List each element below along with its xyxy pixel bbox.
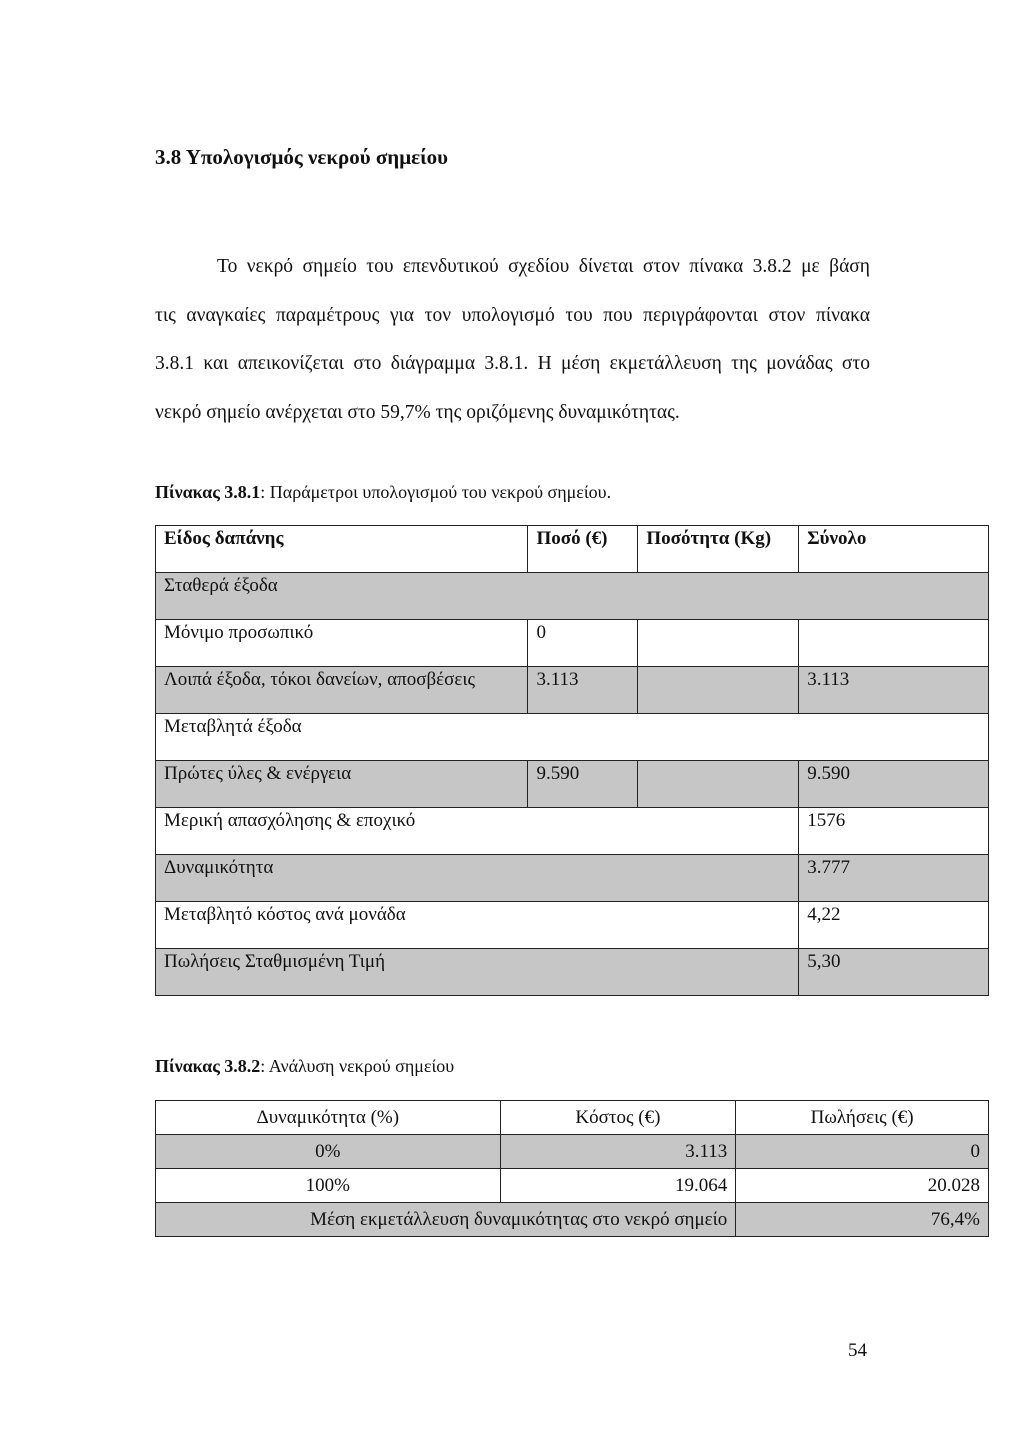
cell-label: Μερική απασχόλησης & εποχικό <box>156 808 799 855</box>
cell-cost: 3.113 <box>500 1135 736 1169</box>
cell-label: Πωλήσεις Σταθμισμένη Τιμή <box>156 949 799 996</box>
table-row <box>156 949 989 996</box>
cell-capacity: 100% <box>156 1169 501 1203</box>
table1-caption-label: Πίνακας 3.8.1 <box>155 482 261 502</box>
cell-amount: 0 <box>528 620 638 667</box>
cell-sales: 20.028 <box>736 1169 989 1203</box>
section-row-variable <box>156 714 989 761</box>
table-row <box>156 1169 989 1203</box>
cell-label: Μεταβλητό κόστος ανά μονάδα <box>156 902 799 949</box>
cell-label: Δυναμικότητα <box>156 855 799 902</box>
table-footer-row <box>156 1203 989 1237</box>
cell-total: 4,22 <box>799 902 989 949</box>
table2-caption-text: : Ανάλυση νεκρού σημείου <box>260 1056 455 1076</box>
table-row <box>156 620 989 667</box>
paragraph-line: Το νεκρό σημείο του επενδυτικού σχεδίου δίνεται στον πίνακα 3.8.2 με βάση <box>217 256 870 277</box>
table-row <box>156 1135 989 1169</box>
intro-paragraph <box>155 243 870 437</box>
table-header-row <box>156 526 989 573</box>
header-cell: Ποσό (€) <box>528 526 638 573</box>
cell-label: Μόνιμο προσωπικό <box>156 620 528 667</box>
paragraph-line: νεκρό σημείο ανέρχεται στο 59,7% της οριζόμενης δυναμικότητας. <box>155 401 680 423</box>
table-row <box>156 902 989 949</box>
page-number: 54 <box>848 1340 867 1361</box>
cell-sales: 0 <box>736 1135 989 1169</box>
header-cell: Είδος δαπάνης <box>156 526 528 573</box>
cell-quantity <box>638 761 799 808</box>
table-row <box>156 808 989 855</box>
cell-amount: 3.113 <box>528 667 638 714</box>
cell-amount: 9.590 <box>528 761 638 808</box>
cell-total: 5,30 <box>799 949 989 996</box>
table-row <box>156 667 989 714</box>
cost-parameters-table <box>155 525 989 996</box>
header-cell: Κόστος (€) <box>500 1101 736 1135</box>
cell-quantity <box>638 667 799 714</box>
table1-caption <box>155 482 611 503</box>
footer-value: 76,4% <box>736 1203 989 1237</box>
table2-caption-label: Πίνακας 3.8.2 <box>155 1056 261 1076</box>
table1-caption-text: : Παράμετροι υπολογισμού του νεκρού σημείου. <box>260 482 612 502</box>
header-cell: Δυναμικότητα (%) <box>156 1101 501 1135</box>
header-cell: Σύνολο <box>799 526 989 573</box>
paragraph-line: τις αναγκαίες παραμέτρους για τον υπολογισμό του που περιγράφονται στον πίνακα <box>155 304 870 326</box>
table-row <box>156 761 989 808</box>
cell-quantity <box>638 620 799 667</box>
break-even-analysis-table <box>155 1100 989 1237</box>
header-cell: Ποσότητα (Kg) <box>638 526 799 573</box>
cell-cost: 19.064 <box>500 1169 736 1203</box>
section-label: Σταθερά έξοδα <box>156 573 989 620</box>
section-heading: 3.8 Υπολογισμός νεκρού σημείου <box>155 145 449 169</box>
footer-label: Μέση εκμετάλλευση δυναμικότητας στο νεκρό σημείο <box>156 1203 736 1237</box>
table2-caption <box>155 1056 454 1077</box>
cell-label: Πρώτες ύλες & ενέργεια <box>156 761 528 808</box>
cell-capacity: 0% <box>156 1135 501 1169</box>
table-row <box>156 855 989 902</box>
header-cell: Πωλήσεις (€) <box>736 1101 989 1135</box>
cell-total: 3.777 <box>799 855 989 902</box>
cell-label: Λοιπά έξοδα, τόκοι δανείων, αποσβέσεις <box>156 667 528 714</box>
section-row-fixed <box>156 573 989 620</box>
cell-total <box>799 620 989 667</box>
section-label: Μεταβλητά έξοδα <box>156 714 989 761</box>
table-header-row <box>156 1101 989 1135</box>
cell-total: 9.590 <box>799 761 989 808</box>
paragraph-line: 3.8.1 και απεικονίζεται στο διάγραμμα 3.8.1. Η μέση εκμετάλλευση της μονάδας στο <box>155 353 870 374</box>
cell-total: 1576 <box>799 808 989 855</box>
cell-total: 3.113 <box>799 667 989 714</box>
